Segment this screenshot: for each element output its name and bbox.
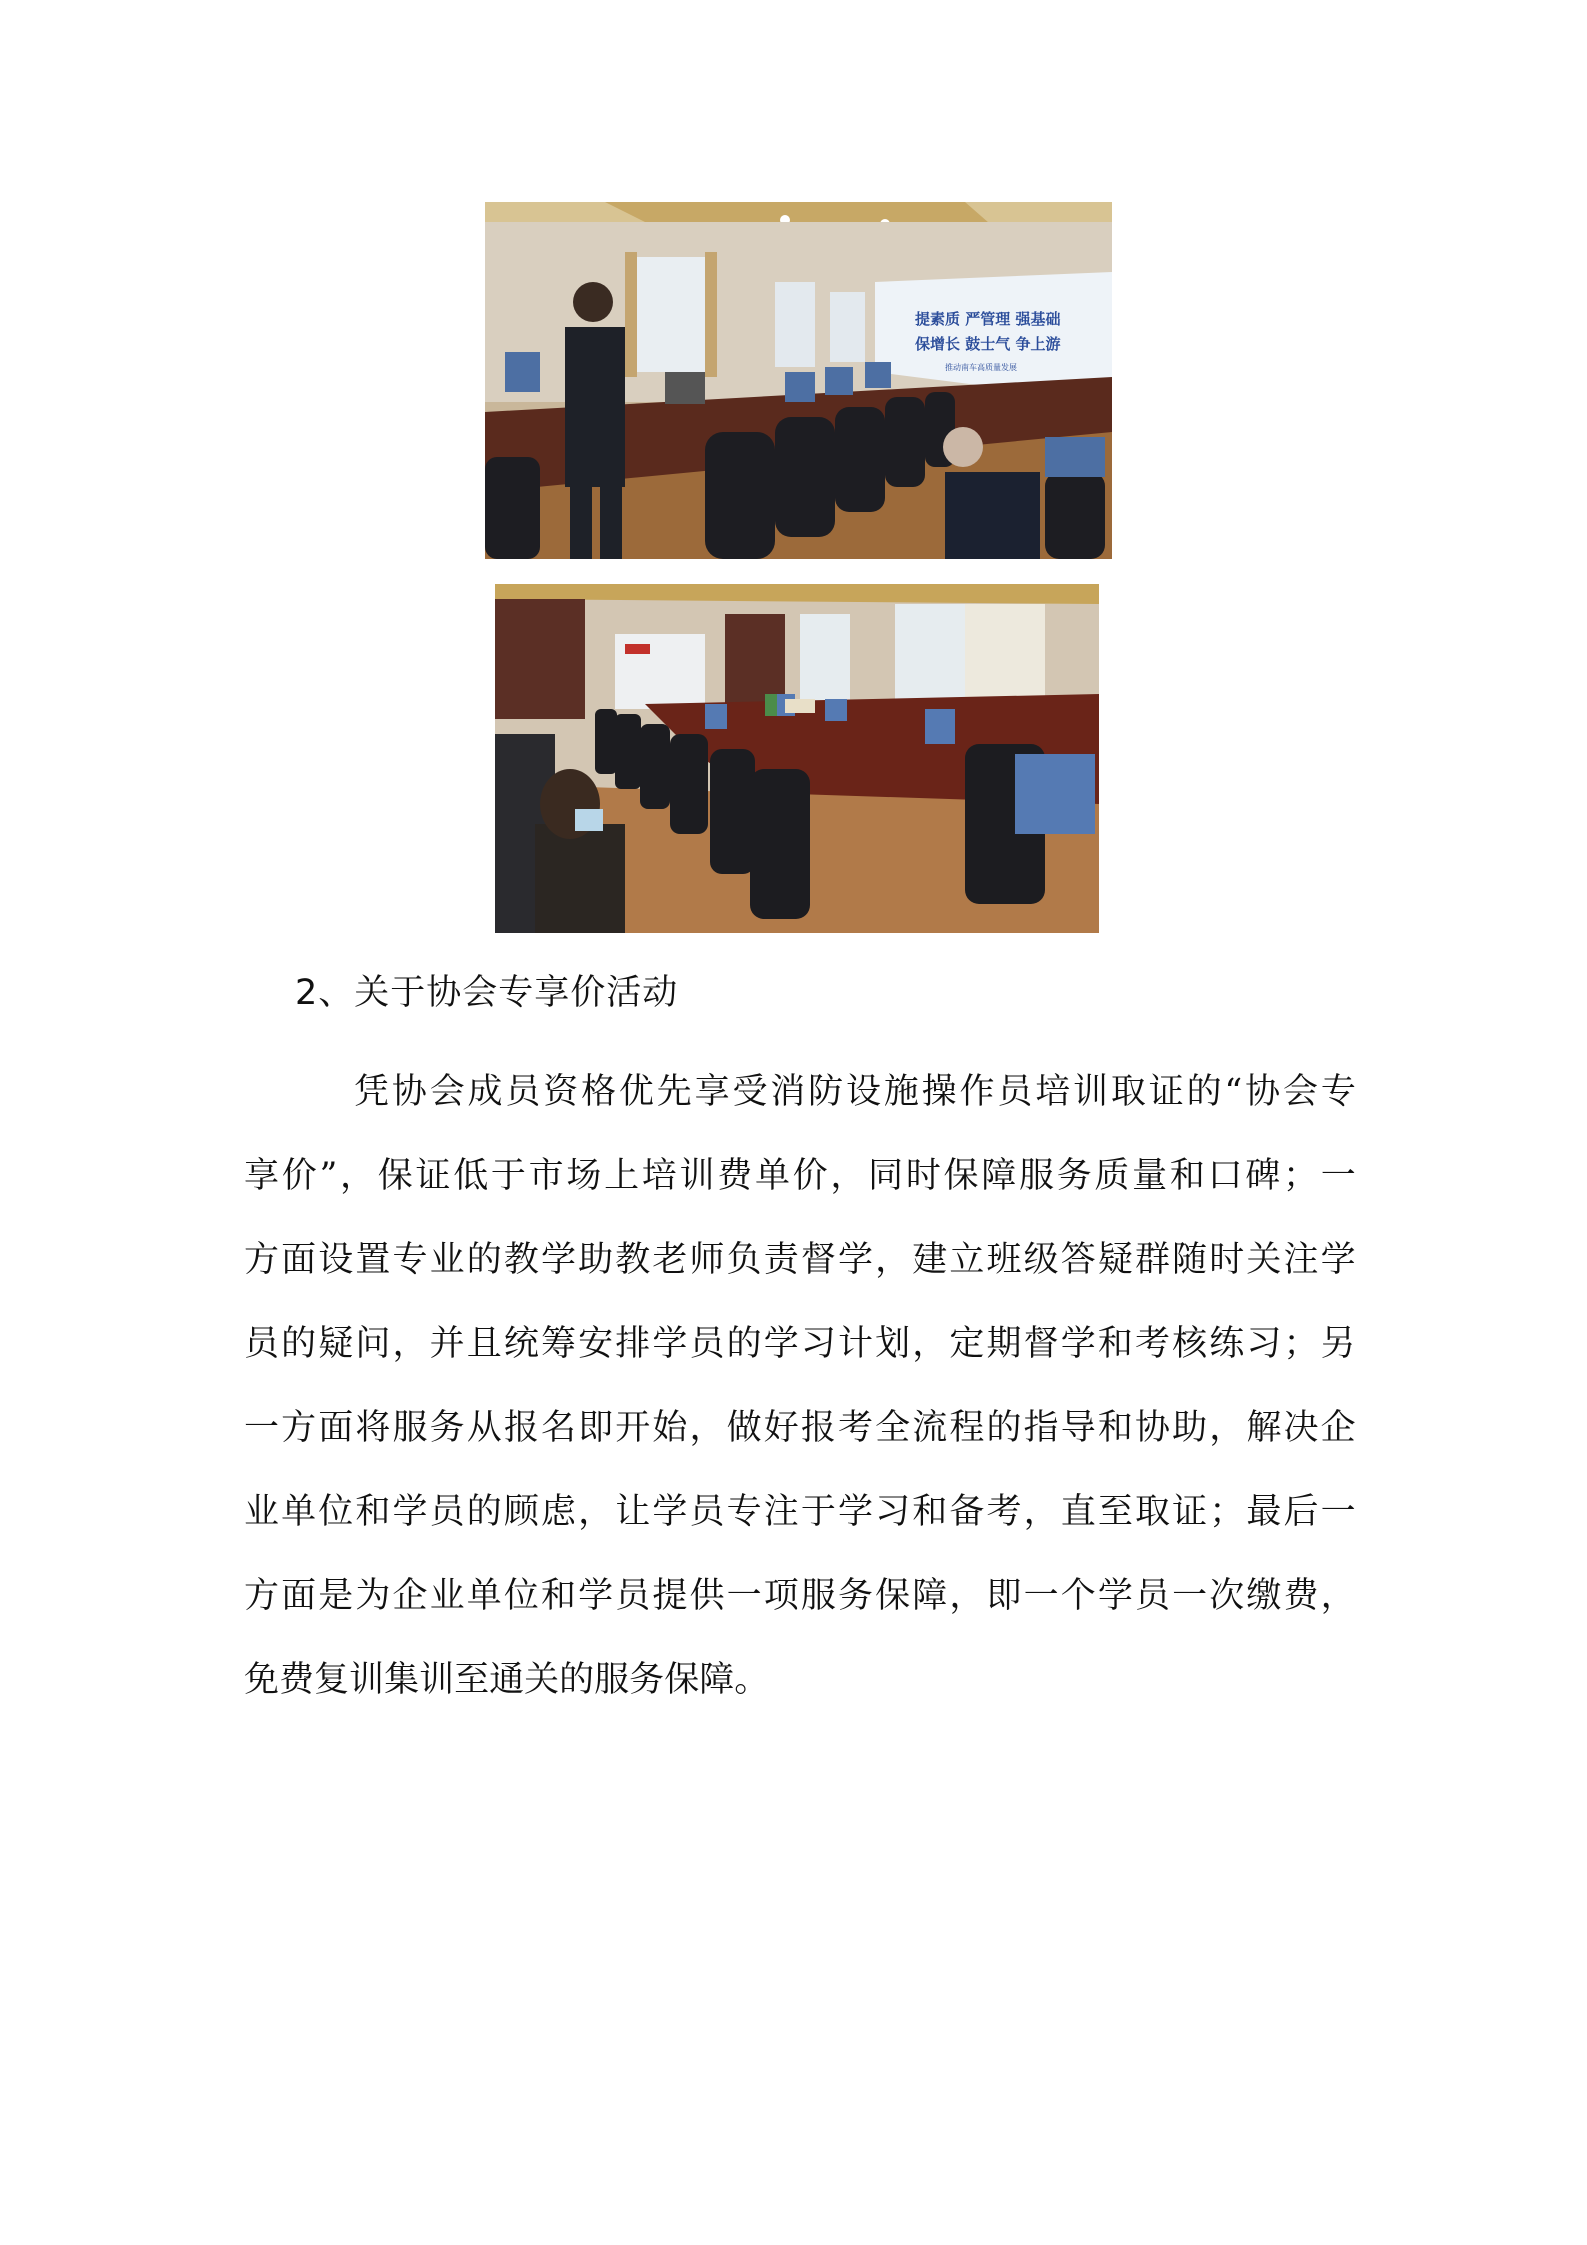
glyph: 筹	[541, 1324, 577, 1364]
glyph: 顾	[503, 1492, 539, 1532]
glyph: 和	[1097, 1324, 1133, 1364]
glyph: 和	[355, 1492, 391, 1532]
glyph: 通	[489, 1660, 525, 1700]
glyph: 保	[377, 1156, 413, 1196]
glyph: 为	[355, 1576, 391, 1616]
glyph: 且	[466, 1324, 502, 1364]
glyph: 计	[838, 1324, 874, 1364]
glyph: 于	[490, 1156, 526, 1196]
glyph: 的	[281, 1324, 317, 1364]
glyph: 次	[1209, 1576, 1245, 1616]
glyph: 面	[281, 1576, 317, 1616]
glyph: 上	[604, 1156, 640, 1196]
paragraph-line	[244, 1302, 1356, 1386]
glyph: 业	[429, 1240, 465, 1280]
meeting-photo-1	[485, 202, 1112, 559]
glyph: 老	[652, 1240, 688, 1280]
glyph: “	[1224, 1072, 1243, 1112]
glyph: 让	[615, 1492, 651, 1532]
glyph: ，	[340, 1156, 376, 1196]
section-body	[244, 1050, 1356, 1722]
glyph: 员	[689, 1492, 725, 1532]
glyph: 学	[1060, 1324, 1096, 1364]
glyph: 开	[615, 1408, 651, 1448]
glyph: 务	[838, 1576, 874, 1616]
glyph: 和	[912, 1492, 948, 1532]
glyph: 方	[244, 1240, 280, 1280]
banner-line-3: 推动南车高质量发展	[945, 363, 1017, 372]
glyph: 疑	[1097, 1240, 1133, 1280]
glyph: 立	[949, 1240, 985, 1280]
glyph: 关	[524, 1660, 560, 1700]
glyph: 费	[1283, 1576, 1319, 1616]
glyph: 至	[1097, 1492, 1133, 1532]
glyph: 口	[1207, 1156, 1243, 1196]
glyph: ；	[1209, 1492, 1245, 1532]
glyph: 定	[949, 1324, 985, 1364]
glyph: 考	[1135, 1324, 1171, 1364]
glyph: 价	[792, 1156, 828, 1196]
glyph: 学	[1320, 1240, 1356, 1280]
glyph: 考	[838, 1408, 874, 1448]
glyph: 务	[629, 1660, 665, 1700]
glyph: 安	[578, 1324, 614, 1364]
glyph: 免	[244, 1660, 280, 1700]
glyph: 专	[1320, 1072, 1356, 1112]
glyph: 报	[503, 1408, 539, 1448]
glyph: 训	[349, 1660, 385, 1700]
glyph: 位	[503, 1576, 539, 1616]
glyph: 时	[905, 1156, 941, 1196]
glyph: 服	[1018, 1156, 1054, 1196]
glyph: 会	[429, 1072, 465, 1112]
paragraph-line	[244, 1134, 1356, 1218]
glyph: 设	[845, 1072, 881, 1112]
glyph: 级	[1023, 1240, 1059, 1280]
glyph: 最	[1246, 1492, 1282, 1532]
glyph: 的	[466, 1492, 502, 1532]
glyph: 决	[1283, 1408, 1319, 1448]
glyph: 施	[883, 1072, 919, 1112]
glyph: 员	[997, 1072, 1033, 1112]
glyph: 将	[355, 1408, 391, 1448]
glyph: 责	[763, 1240, 799, 1280]
glyph: 复	[314, 1660, 350, 1700]
glyph: 场	[566, 1156, 602, 1196]
glyph: 名	[541, 1408, 577, 1448]
glyph: 培	[641, 1156, 677, 1196]
glyph: ，	[1209, 1408, 1245, 1448]
glyph: 全	[875, 1408, 911, 1448]
glyph: 证	[1148, 1072, 1184, 1112]
glyph: 集	[384, 1660, 420, 1700]
glyph: 备	[949, 1492, 985, 1532]
glyph: 的	[1186, 1072, 1222, 1112]
paragraph-line	[244, 1638, 1356, 1722]
glyph: 优	[618, 1072, 654, 1112]
glyph: 个	[1060, 1576, 1096, 1616]
glyph: 排	[615, 1324, 651, 1364]
glyph: 和	[1169, 1156, 1205, 1196]
glyph: 时	[1209, 1240, 1245, 1280]
glyph: 一	[1172, 1576, 1208, 1616]
glyph: 学	[652, 1324, 688, 1364]
glyph: ，	[912, 1324, 948, 1364]
glyph: 核	[1172, 1324, 1208, 1364]
glyph: 学	[1097, 1576, 1133, 1616]
glyph: 证	[415, 1156, 451, 1196]
glyph: 答	[1060, 1240, 1096, 1280]
glyph: 单	[466, 1576, 502, 1616]
glyph: 价	[281, 1156, 317, 1196]
glyph: 统	[503, 1324, 539, 1364]
glyph: 先	[656, 1072, 692, 1112]
glyph: 一	[1023, 1576, 1059, 1616]
glyph: 另	[1320, 1324, 1356, 1364]
glyph: 障	[981, 1156, 1017, 1196]
glyph: 服	[594, 1660, 630, 1700]
glyph: 的	[466, 1240, 502, 1280]
glyph: 期	[986, 1324, 1022, 1364]
glyph: 虑	[541, 1492, 577, 1532]
glyph: 量	[1132, 1156, 1168, 1196]
glyph: ，	[392, 1324, 428, 1364]
glyph: 从	[466, 1408, 502, 1448]
glyph: 取	[1110, 1072, 1146, 1112]
glyph: 项	[763, 1576, 799, 1616]
glyph: ”	[319, 1156, 338, 1196]
glyph: 做	[726, 1408, 762, 1448]
glyph: 协	[391, 1072, 427, 1112]
glyph: 学	[838, 1492, 874, 1532]
glyph: 协	[1135, 1408, 1171, 1448]
glyph: 凭	[354, 1072, 390, 1112]
glyph: 享	[244, 1156, 280, 1196]
glyph: 和	[1097, 1408, 1133, 1448]
glyph: 报	[800, 1408, 836, 1448]
glyph: ，	[689, 1408, 725, 1448]
paragraph-line	[244, 1470, 1356, 1554]
glyph: 员	[244, 1324, 280, 1364]
glyph: 划	[875, 1324, 911, 1364]
glyph: 督	[800, 1240, 836, 1280]
glyph: 师	[689, 1240, 725, 1280]
glyph: 群	[1135, 1240, 1171, 1280]
glyph: 保	[943, 1156, 979, 1196]
glyph: 费	[279, 1660, 315, 1700]
glyph: 会	[1282, 1072, 1318, 1112]
glyph: 专	[726, 1492, 762, 1532]
glyph: 单	[754, 1156, 790, 1196]
glyph: ，	[1320, 1576, 1356, 1616]
glyph: 助	[1172, 1408, 1208, 1448]
glyph: 负	[726, 1240, 762, 1280]
glyph: 学	[541, 1240, 577, 1280]
glyph: 操	[921, 1072, 957, 1112]
glyph: 解	[1246, 1408, 1282, 1448]
glyph: 学	[392, 1492, 428, 1532]
glyph: 市	[528, 1156, 564, 1196]
glyph: 训	[1073, 1072, 1109, 1112]
glyph: 务	[429, 1408, 465, 1448]
glyph: 碑	[1245, 1156, 1281, 1196]
section-heading: 2、关于协会专享价活动	[295, 973, 679, 1013]
glyph: ，	[875, 1240, 911, 1280]
glyph: 学	[652, 1492, 688, 1532]
glyph: 员	[429, 1492, 465, 1532]
glyph: 后	[1283, 1492, 1319, 1532]
glyph: ，	[1023, 1492, 1059, 1532]
glyph: 格	[581, 1072, 617, 1112]
glyph: 习	[875, 1492, 911, 1532]
glyph: 置	[355, 1240, 391, 1280]
meeting-photo-2	[495, 584, 1099, 933]
glyph: 于	[800, 1492, 836, 1532]
paragraph-line	[244, 1386, 1356, 1470]
glyph: 作	[959, 1072, 995, 1112]
glyph: 设	[318, 1240, 354, 1280]
glyph: 一	[244, 1408, 280, 1448]
glyph: 务	[1056, 1156, 1092, 1196]
glyph: 服	[392, 1408, 428, 1448]
glyph: 和	[541, 1576, 577, 1616]
glyph: 是	[318, 1576, 354, 1616]
glyph: 始	[652, 1408, 688, 1448]
glyph: 一	[1320, 1156, 1356, 1196]
glyph: 方	[244, 1576, 280, 1616]
glyph: 习	[800, 1324, 836, 1364]
glyph: 员	[505, 1072, 541, 1112]
glyph: 业	[429, 1576, 465, 1616]
glyph: 关	[1246, 1240, 1282, 1280]
glyph: 考	[986, 1492, 1022, 1532]
glyph: 学	[578, 1576, 614, 1616]
glyph: 即	[986, 1576, 1022, 1616]
glyph: 好	[763, 1408, 799, 1448]
glyph: 注	[1283, 1240, 1319, 1280]
glyph: 训	[679, 1156, 715, 1196]
glyph: 员	[615, 1576, 651, 1616]
glyph: 企	[392, 1576, 428, 1616]
glyph: 方	[281, 1408, 317, 1448]
glyph: 学	[838, 1240, 874, 1280]
glyph: ；	[1283, 1156, 1319, 1196]
glyph: 提	[652, 1576, 688, 1616]
paragraph-line	[244, 1050, 1356, 1134]
glyph: 流	[912, 1408, 948, 1448]
glyph: 疑	[318, 1324, 354, 1364]
glyph: 取	[1135, 1492, 1171, 1532]
glyph: 导	[1060, 1408, 1096, 1448]
glyph: 习	[1246, 1324, 1282, 1364]
glyph: 指	[1023, 1408, 1059, 1448]
glyph: 的	[986, 1408, 1022, 1448]
glyph: 供	[689, 1576, 725, 1616]
glyph: 员	[1135, 1576, 1171, 1616]
banner-line-1: 提素质 严管理 强基础	[915, 310, 1061, 328]
glyph: 班	[986, 1240, 1022, 1280]
glyph: 证	[1172, 1492, 1208, 1532]
glyph: 保	[875, 1576, 911, 1616]
glyph: 享	[694, 1072, 730, 1112]
glyph: 一	[726, 1576, 762, 1616]
banner-line-2: 保增长 鼓士气 争上游	[915, 335, 1061, 353]
glyph: 至	[454, 1660, 490, 1700]
glyph: 建	[912, 1240, 948, 1280]
glyph: 即	[578, 1408, 614, 1448]
glyph: 程	[949, 1408, 985, 1448]
glyph: 面	[318, 1408, 354, 1448]
glyph: 协	[1245, 1072, 1281, 1112]
glyph: 的	[559, 1660, 595, 1700]
glyph: 的	[726, 1324, 762, 1364]
glyph: 业	[244, 1492, 280, 1532]
glyph: 保	[664, 1660, 700, 1700]
glyph: 一	[1320, 1492, 1356, 1532]
glyph: 低	[453, 1156, 489, 1196]
glyph: 成	[467, 1072, 503, 1112]
paragraph-line	[244, 1554, 1356, 1638]
glyph: 障	[912, 1576, 948, 1616]
glyph: 受	[732, 1072, 768, 1112]
glyph: ，	[578, 1492, 614, 1532]
glyph: 专	[392, 1240, 428, 1280]
paragraph-line	[244, 1218, 1356, 1302]
glyph: 直	[1060, 1492, 1096, 1532]
glyph: 员	[689, 1324, 725, 1364]
glyph: 缴	[1246, 1576, 1282, 1616]
glyph: ，	[949, 1576, 985, 1616]
glyph: 教	[503, 1240, 539, 1280]
glyph: 资	[543, 1072, 579, 1112]
glyph: 注	[763, 1492, 799, 1532]
glyph: 训	[419, 1660, 455, 1700]
glyph: 随	[1172, 1240, 1208, 1280]
glyph: 督	[1023, 1324, 1059, 1364]
glyph: 问	[355, 1324, 391, 1364]
glyph: 费	[717, 1156, 753, 1196]
glyph: 质	[1094, 1156, 1130, 1196]
glyph: 。	[734, 1660, 770, 1700]
glyph: 企	[1320, 1408, 1356, 1448]
glyph: 学	[763, 1324, 799, 1364]
glyph: ；	[1283, 1324, 1319, 1364]
glyph: ，	[830, 1156, 866, 1196]
glyph: 位	[318, 1492, 354, 1532]
glyph: 障	[699, 1660, 735, 1700]
glyph: 培	[1035, 1072, 1071, 1112]
glyph: 教	[615, 1240, 651, 1280]
glyph: 防	[808, 1072, 844, 1112]
glyph: 消	[770, 1072, 806, 1112]
glyph: 并	[429, 1324, 465, 1364]
glyph: 服	[800, 1576, 836, 1616]
glyph: 单	[281, 1492, 317, 1532]
glyph: 练	[1209, 1324, 1245, 1364]
glyph: 面	[281, 1240, 317, 1280]
glyph: 同	[868, 1156, 904, 1196]
glyph: 助	[578, 1240, 614, 1280]
